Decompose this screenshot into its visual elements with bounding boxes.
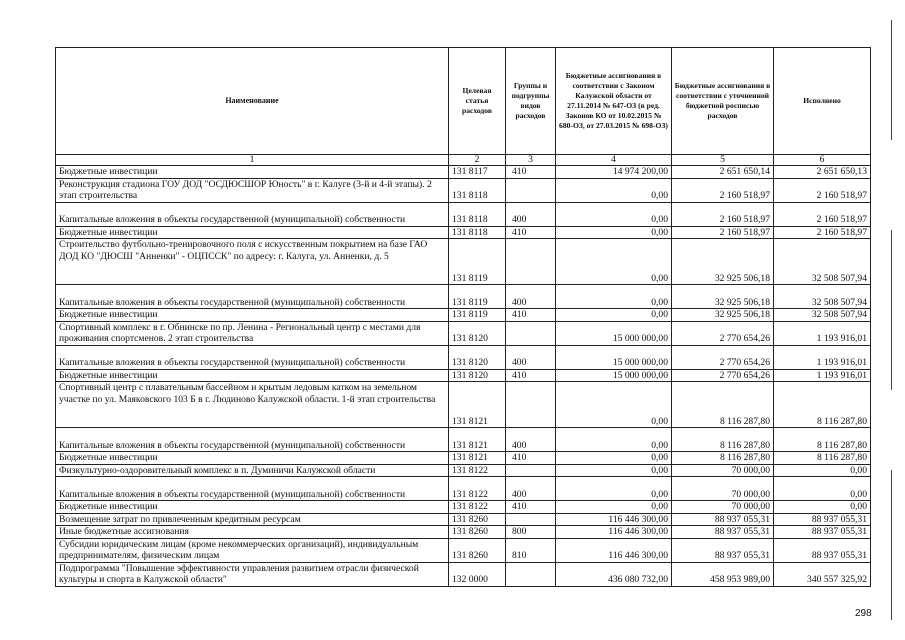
row-target-code: 131 8118 <box>449 226 506 239</box>
row-executed: 0,00 <box>774 501 871 514</box>
row-group-code: 810 <box>506 538 556 562</box>
row-budget-refined: 32 925 506,18 <box>672 239 774 285</box>
table-row <box>56 178 871 202</box>
row-budget-law: 15 000 000,00 <box>556 345 672 369</box>
row-executed: 32 508 507,94 <box>774 239 871 285</box>
header-target: Целевая статья расходов <box>449 48 506 155</box>
row-budget-refined: 70 000,00 <box>672 464 774 477</box>
row-group-code <box>506 321 556 345</box>
table-row <box>56 166 871 179</box>
row-name: Капитальные вложения в объекты государственной (муниципальной) собственности <box>56 345 449 369</box>
row-budget-refined: 32 925 506,18 <box>672 309 774 322</box>
row-executed: 1 193 916,01 <box>774 321 871 345</box>
row-name: Спортивный комплекс в г. Обнинске по пр. Ленина - Региональный центр с местами для проживания спортсменов. 2 этап строительства <box>56 321 449 345</box>
scan-edge-line <box>891 230 892 390</box>
row-executed: 8 116 287,80 <box>774 428 871 452</box>
row-executed: 0,00 <box>774 464 871 477</box>
table-row <box>56 538 871 562</box>
row-budget-law: 0,00 <box>556 202 672 226</box>
header-budget-refined: Бюджетные ассигнования в соответствии с уточненной бюджетной росписью расходов <box>672 48 774 155</box>
header-executed: Исполнено <box>774 48 871 155</box>
row-group-code: 410 <box>506 226 556 239</box>
row-group-code: 400 <box>506 345 556 369</box>
row-target-code: 131 8118 <box>449 202 506 226</box>
row-executed: 32 508 507,94 <box>774 309 871 322</box>
row-budget-law: 0,00 <box>556 309 672 322</box>
column-number: 5 <box>672 155 774 166</box>
row-group-code <box>506 513 556 526</box>
header-groups: Группы и подгруппы видов расходов <box>506 48 556 155</box>
row-name: Бюджетные инвестиции <box>56 369 449 382</box>
row-budget-law: 0,00 <box>556 239 672 285</box>
table-row <box>56 526 871 539</box>
table-row <box>56 477 871 501</box>
row-name: Капитальные вложения в объекты государственной (муниципальной) собственности <box>56 428 449 452</box>
row-executed: 0,00 <box>774 477 871 501</box>
row-budget-refined: 88 937 055,31 <box>672 538 774 562</box>
row-name: Капитальные вложения в объекты государственной (муниципальной) собственности <box>56 477 449 501</box>
row-executed: 88 937 055,31 <box>774 513 871 526</box>
row-target-code: 131 8118 <box>449 178 506 202</box>
row-budget-law: 0,00 <box>556 382 672 428</box>
row-name: Бюджетные инвестиции <box>56 452 449 465</box>
row-budget-refined: 2 770 654,26 <box>672 321 774 345</box>
row-budget-law: 0,00 <box>556 501 672 514</box>
row-budget-law: 15 000 000,00 <box>556 369 672 382</box>
row-budget-law: 0,00 <box>556 285 672 309</box>
table-row <box>56 226 871 239</box>
row-executed: 32 508 507,94 <box>774 285 871 309</box>
row-group-code <box>506 464 556 477</box>
row-budget-law: 0,00 <box>556 452 672 465</box>
table-header-row <box>56 48 871 155</box>
budget-table-page <box>55 47 870 587</box>
row-target-code: 131 8121 <box>449 428 506 452</box>
table-row <box>56 321 871 345</box>
row-target-code: 131 8120 <box>449 321 506 345</box>
row-group-code <box>506 382 556 428</box>
row-group-code: 400 <box>506 285 556 309</box>
row-budget-law: 116 446 300,00 <box>556 538 672 562</box>
row-budget-law: 0,00 <box>556 464 672 477</box>
header-budget-law: Бюджетные ассигнования в соответствии с Законом Калужской области от 27.11.2014 № 647-ОЗ (в ред. Законов КО от 10.02.2015 № 680-ОЗ, от 27.03.2015 № 698-ОЗ) <box>556 48 672 155</box>
row-executed: 8 116 287,80 <box>774 382 871 428</box>
table-row <box>56 202 871 226</box>
scan-edge-line <box>891 470 892 620</box>
budget-table <box>55 47 871 587</box>
row-budget-refined: 2 160 518,97 <box>672 178 774 202</box>
row-group-code: 800 <box>506 526 556 539</box>
table-row <box>56 345 871 369</box>
column-number: 4 <box>556 155 672 166</box>
row-target-code: 131 8119 <box>449 239 506 285</box>
row-executed: 88 937 055,31 <box>774 526 871 539</box>
row-budget-refined: 2 160 518,97 <box>672 202 774 226</box>
row-executed: 340 557 325,92 <box>774 562 871 586</box>
table-row <box>56 382 871 428</box>
row-budget-refined: 70 000,00 <box>672 501 774 514</box>
row-target-code: 131 8119 <box>449 309 506 322</box>
row-budget-refined: 8 116 287,80 <box>672 382 774 428</box>
row-group-code: 410 <box>506 309 556 322</box>
row-group-code: 400 <box>506 202 556 226</box>
row-budget-refined: 70 000,00 <box>672 477 774 501</box>
row-executed: 1 193 916,01 <box>774 369 871 382</box>
row-target-code: 132 0000 <box>449 562 506 586</box>
table-row <box>56 285 871 309</box>
column-number: 1 <box>56 155 449 166</box>
row-budget-refined: 458 953 989,00 <box>672 562 774 586</box>
row-name: Бюджетные инвестиции <box>56 166 449 179</box>
column-number: 2 <box>449 155 506 166</box>
row-target-code: 131 8260 <box>449 538 506 562</box>
row-target-code: 131 8122 <box>449 501 506 514</box>
row-budget-refined: 2 160 518,97 <box>672 226 774 239</box>
row-budget-refined: 2 770 654,26 <box>672 369 774 382</box>
row-executed: 2 160 518,97 <box>774 226 871 239</box>
row-target-code: 131 8119 <box>449 285 506 309</box>
row-executed: 2 160 518,97 <box>774 202 871 226</box>
row-budget-refined: 88 937 055,31 <box>672 513 774 526</box>
row-budget-law: 15 000 000,00 <box>556 321 672 345</box>
header-name: Наименование <box>56 48 449 155</box>
row-name: Капитальные вложения в объекты государственной (муниципальной) собственности <box>56 285 449 309</box>
row-name: Капитальные вложения в объекты государственной (муниципальной) собственности <box>56 202 449 226</box>
table-row <box>56 428 871 452</box>
row-budget-law: 0,00 <box>556 477 672 501</box>
row-executed: 2 651 650,13 <box>774 166 871 179</box>
row-name: Возмещение затрат по привлеченным кредитным ресурсам <box>56 513 449 526</box>
row-budget-law: 116 446 300,00 <box>556 526 672 539</box>
row-group-code <box>506 239 556 285</box>
row-target-code: 131 8260 <box>449 513 506 526</box>
table-row <box>56 501 871 514</box>
row-group-code <box>506 562 556 586</box>
row-budget-refined: 2 770 654,26 <box>672 345 774 369</box>
table-row <box>56 452 871 465</box>
row-budget-law: 14 974 200,00 <box>556 166 672 179</box>
row-budget-refined: 2 651 650,14 <box>672 166 774 179</box>
row-group-code: 410 <box>506 166 556 179</box>
row-budget-law: 0,00 <box>556 428 672 452</box>
row-budget-law: 436 080 732,00 <box>556 562 672 586</box>
table-row <box>56 464 871 477</box>
row-name: Бюджетные инвестиции <box>56 501 449 514</box>
row-executed: 8 116 287,80 <box>774 452 871 465</box>
row-budget-law: 0,00 <box>556 226 672 239</box>
scan-edge-line <box>891 20 892 140</box>
row-name: Бюджетные инвестиции <box>56 309 449 322</box>
row-target-code: 131 8121 <box>449 382 506 428</box>
row-name: Спортивный центр с плавательным бассейном и крытым ледовым катком на земельном участке по ул. Маяковского 103 Б в г. Людиново Калужской области. 1-й этап строительства <box>56 382 449 428</box>
row-target-code: 131 8260 <box>449 526 506 539</box>
row-name: Субсидии юридическим лицам (кроме некоммерческих организаций), индивидуальным предпринимателям, физическим лицам <box>56 538 449 562</box>
row-target-code: 131 8120 <box>449 369 506 382</box>
row-executed: 88 937 055,31 <box>774 538 871 562</box>
row-target-code: 131 8122 <box>449 464 506 477</box>
row-name: Иные бюджетные ассигнования <box>56 526 449 539</box>
table-row <box>56 309 871 322</box>
column-number: 3 <box>506 155 556 166</box>
row-executed: 2 160 518,97 <box>774 178 871 202</box>
column-number: 6 <box>774 155 871 166</box>
row-name: Подпрограмма "Повышение эффективности управления развитием отрасли физической культуры и спорта в Калужской области" <box>56 562 449 586</box>
table-row <box>56 369 871 382</box>
row-target-code: 131 8120 <box>449 345 506 369</box>
row-executed: 1 193 916,01 <box>774 345 871 369</box>
table-row <box>56 562 871 586</box>
row-group-code <box>506 178 556 202</box>
row-budget-refined: 8 116 287,80 <box>672 428 774 452</box>
row-name: Бюджетные инвестиции <box>56 226 449 239</box>
table-row <box>56 239 871 285</box>
row-budget-refined: 8 116 287,80 <box>672 452 774 465</box>
row-budget-refined: 32 925 506,18 <box>672 285 774 309</box>
page-number: 298 <box>855 608 872 619</box>
row-budget-law: 0,00 <box>556 178 672 202</box>
row-group-code: 400 <box>506 477 556 501</box>
row-target-code: 131 8121 <box>449 452 506 465</box>
row-name: Физкультурно-оздоровительный комплекс в п. Думиничи Калужской области <box>56 464 449 477</box>
row-group-code: 410 <box>506 501 556 514</box>
table-row <box>56 513 871 526</box>
row-name: Строительство футбольно-тренировочного поля с искусственным покрытием на базе ГАО ДОД КО "ДЮСШ "Анненки" - ОЦПССК" по адресу: г. Калуга, ул. Анненки, д. 5 <box>56 239 449 285</box>
row-group-code: 410 <box>506 369 556 382</box>
row-budget-law: 116 446 300,00 <box>556 513 672 526</box>
row-budget-refined: 88 937 055,31 <box>672 526 774 539</box>
row-target-code: 131 8117 <box>449 166 506 179</box>
row-group-code: 400 <box>506 428 556 452</box>
row-name: Реконструкция стадиона ГОУ ДОД "ОСДЮСШОР Юность" в г. Калуге (3-й и 4-й этапы). 2 этап строительства <box>56 178 449 202</box>
row-group-code: 410 <box>506 452 556 465</box>
row-target-code: 131 8122 <box>449 477 506 501</box>
column-number-row <box>56 155 871 166</box>
